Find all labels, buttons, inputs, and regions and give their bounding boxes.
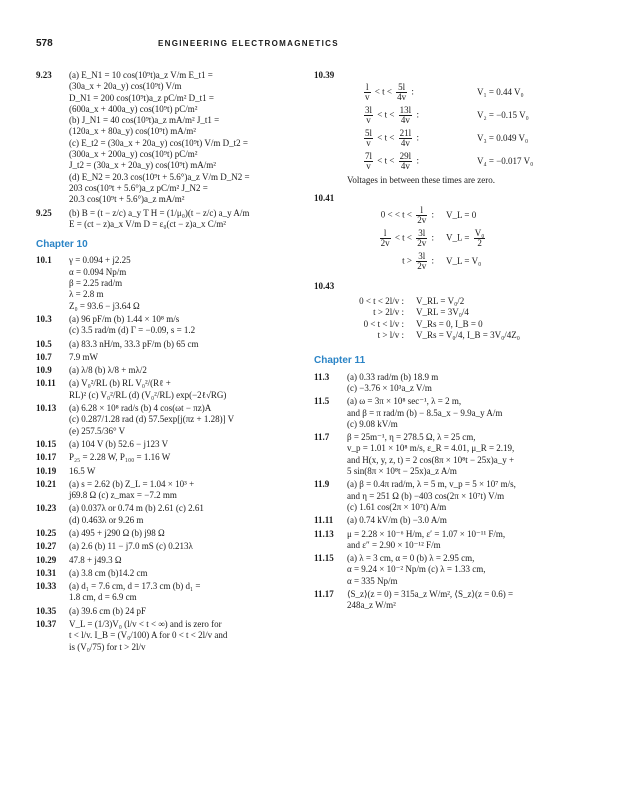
answer-line: v_p = 1.01 × 10⁸ m/s, ε_R = 4.01, μ_R = 2.19, <box>347 443 515 454</box>
answer-text <box>69 479 311 502</box>
answer-entry <box>36 208 311 231</box>
answer-line: (a) 3.8 cm (b)14.2 cm <box>69 567 148 578</box>
answer-entry <box>36 439 311 450</box>
answer-text <box>69 555 311 566</box>
answer-line: (a) ω = 3π × 10⁸ sec⁻¹, λ = 2 m, <box>347 396 462 407</box>
answer-line: (a) 96 pF/m (b) 1.44 × 10⁸ m/s <box>69 313 180 324</box>
problem-number: 10.35 <box>36 605 57 616</box>
answer-line: (d) E_N2 = 20.3 cos(10⁹t + 5.6°)a_z V/m D_N2 = <box>69 171 250 182</box>
problem-number: 10.29 <box>36 554 57 565</box>
answer-line: and β = π rad/m (b) − 8.5a_x − 9.9a_y A/m <box>347 407 503 418</box>
problem-number: 9.23 <box>36 70 52 80</box>
time-interval: $\frac{5l}{v}$ < t < $\frac{21l}{4v}$ : <box>365 128 419 149</box>
answer-text <box>69 403 311 437</box>
answer-note: Voltages in between these times are zero. <box>347 175 496 186</box>
answer-line: and η = 251 Ω (b) −403 cos(2π × 10⁷t) V/m <box>347 490 505 501</box>
answer-line: α = 9.24 × 10⁻² Np/m (c) λ = 1.33 cm, <box>347 564 486 575</box>
answer-entry <box>314 193 597 204</box>
voltage-result: V_Rs = 0, I_B = 0 <box>416 318 483 329</box>
timing-row <box>314 127 597 150</box>
answer-line: (a) 0.74 kV/m (b) −3.0 A/m <box>347 515 447 526</box>
fraction: $\frac{\text{V₀}}{2}$ <box>474 227 485 248</box>
timing-row <box>314 150 597 173</box>
problem-number: 10.1 <box>36 255 52 266</box>
problem-number: 10.37 <box>36 619 57 630</box>
answer-line: γ = 0.094 + j2.25 <box>69 255 131 266</box>
answer-line: j69.8 Ω (c) z_max = −7.2 mm <box>69 490 177 501</box>
time-interval: t > l/v : <box>377 330 404 341</box>
answer-entry <box>314 589 597 612</box>
answer-line: E = (ct − z)a_x V/m D = ε₀(ct − z)a_x C/m² <box>69 218 226 229</box>
problem-number: 11.17 <box>314 589 334 600</box>
answer-line: (a) V₀²/RL (b) RL V₀²/(Rℓ + <box>69 378 171 389</box>
answer-entry <box>36 479 311 502</box>
answer-line: α = 335 Np/m <box>347 575 398 586</box>
time-interval: 0 < t < 2l/v : <box>359 296 404 307</box>
answer-line: (a) E_N1 = 10 cos(10⁹t)a_z V/m E_t1 = <box>69 70 213 80</box>
time-interval: t > $\frac{3l}{2v}$ : <box>402 250 434 271</box>
answer-10-43-timing <box>314 296 597 341</box>
problem-number: 11.13 <box>314 528 334 539</box>
answer-10-41-timing <box>314 204 597 273</box>
fraction: $\frac{5l}{v}$ <box>365 128 373 149</box>
problem-number: 10.13 <box>36 403 57 414</box>
answer-line: is (V₀/75) for t > 2l/v <box>69 641 146 652</box>
answer-text <box>347 372 597 395</box>
problem-number: 11.3 <box>314 371 330 382</box>
answer-line: 248a_z W/m² <box>347 600 396 611</box>
answer-line: (120a_x + 80a_y) cos(10⁹t) mA/m² <box>69 126 196 137</box>
chapter-9-answers <box>36 70 311 230</box>
answer-line: 5 sin(8π × 10⁸t − 25x)a_z A/m <box>347 466 457 477</box>
answer-line: (a) 0.037λ or 0.74 m (b) 2.61 (c) 2.61 <box>69 503 204 514</box>
answer-line: (a) β = 0.4π rad/m, λ = 5 m, v_p = 5 × 10⁷ m/s, <box>347 479 516 490</box>
answer-entry <box>36 352 311 363</box>
problem-number: 10.25 <box>36 527 57 538</box>
chapter-11-answers <box>314 372 597 612</box>
problem-number: 10.5 <box>36 338 52 349</box>
fraction: $\frac{29l}{4v}$ <box>399 151 412 172</box>
problem-number: 10.39 <box>314 70 335 80</box>
time-interval: $\frac{7l}{v}$ < t < $\frac{29l}{4v}$ : <box>365 151 419 172</box>
answer-line: and ε″ = 2.90 × 10⁻¹² F/m <box>347 539 441 550</box>
answer-text <box>69 541 311 552</box>
answer-line: (a) s = 2.62 (b) Z_L = 1.04 × 10³ + <box>69 478 195 489</box>
answer-line: t < l/v. I_B = (V₀/100) A for 0 < t < 2l/v and <box>69 630 228 641</box>
timing-row <box>314 204 597 227</box>
answer-entry <box>36 255 311 311</box>
fraction: $\frac{3l}{v}$ <box>365 105 373 126</box>
time-interval: $\frac{l}{2v}$ < t < $\frac{3l}{2v}$ : <box>380 227 434 248</box>
answer-line: (b) B = (t − z/c) a_y T H = (1/μ₀)(t − z/c) a_y A/m <box>69 207 250 218</box>
problem-number: 11.15 <box>314 553 334 564</box>
answer-line: (a) 2.6 (b) 11 − j7.0 mS (c) 0.213λ <box>69 541 193 552</box>
answer-line: (d) 0.463λ or 9.26 m <box>69 514 144 525</box>
time-interval: t > 2l/v : <box>373 307 404 318</box>
answer-text <box>69 365 311 376</box>
fraction: $\frac{21l}{4v}$ <box>399 128 412 149</box>
timing-row <box>314 250 597 273</box>
answer-text <box>69 452 311 463</box>
voltage-result: V_RL = V₀/2 <box>416 296 465 307</box>
answer-line: (a) d₁ = 7.6 cm, d = 17.3 cm (b) d₁ = <box>69 581 201 592</box>
problem-number: 11.9 <box>314 479 330 490</box>
problem-number: 10.19 <box>36 465 57 476</box>
answer-entry <box>36 581 311 604</box>
answer-line: 203 cos(10⁹t + 5.6°)a_z pC/m² J_N2 = <box>69 182 208 193</box>
answer-text <box>347 515 597 526</box>
answer-10-39-timing <box>314 81 597 173</box>
problem-number: 11.5 <box>314 396 330 407</box>
fraction: $\frac{l}{v}$ <box>365 82 370 103</box>
problem-number: 10.9 <box>36 365 52 376</box>
answer-entry <box>36 365 311 376</box>
answer-entry <box>36 606 311 617</box>
problem-number: 10.15 <box>36 438 57 449</box>
answer-entry <box>36 314 311 337</box>
answer-line: (e) 257.5/36° V <box>69 425 126 436</box>
fraction: $\frac{3l}{2v}$ <box>417 227 427 248</box>
answer-text <box>69 606 311 617</box>
answer-line: RL)² (c) V₀²/RL (d) (V₀²/RL) exp(−2ℓ√RG) <box>69 389 227 400</box>
answer-line: V_L = (1/3)V₀ (l/v < t < ∞) and is zero for <box>69 619 222 630</box>
problem-number: 10.7 <box>36 351 52 362</box>
chapter-11-heading: Chapter 11 <box>314 355 366 367</box>
voltage-result: V₄ = −0.017 V₀ <box>477 156 534 167</box>
problem-number: 10.31 <box>36 567 57 578</box>
timing-row <box>314 227 597 250</box>
fraction: $\frac{3l}{2v}$ <box>417 250 427 271</box>
answer-line: 20.3 cos(10⁹t + 5.6°)a_z mA/m² <box>69 194 185 205</box>
answer-text <box>69 378 311 401</box>
answer-text <box>347 529 597 552</box>
answer-line: (c) −3.76 × 10³a_z V/m <box>347 382 432 393</box>
left-column <box>36 70 311 655</box>
timing-row <box>314 319 597 330</box>
answer-entry <box>36 568 311 579</box>
fraction: $\frac{l}{2v}$ <box>417 204 427 225</box>
timing-row <box>314 330 597 341</box>
fraction: $\frac{7l}{v}$ <box>365 151 373 172</box>
answer-entry <box>314 281 597 292</box>
time-interval: $\frac{3l}{v}$ < t < $\frac{13l}{4v}$ : <box>365 105 419 126</box>
right-column <box>314 70 597 614</box>
chapter-10-answers <box>36 255 311 653</box>
fraction: $\frac{l}{2v}$ <box>380 227 390 248</box>
answer-line: J_t2 = (30a_x + 20a_y) cos(10⁹t) mA/m² <box>69 160 216 171</box>
problem-number: 10.33 <box>36 581 57 592</box>
problem-number: 9.25 <box>36 207 52 218</box>
answer-line: (c) 0.287/1.28 rad (d) 57.5exp[j(πz + 1.28)] V <box>69 414 235 425</box>
time-interval: 0 < < t < $\frac{l}{2v}$ : <box>380 204 434 225</box>
answer-line: P₂₅ = 2.28 W, P₁₀₀ = 1.16 W <box>69 452 171 463</box>
answer-entry <box>314 396 597 430</box>
voltage-result: V₁ = 0.44 V₀ <box>477 87 524 98</box>
answer-line: 7.9 mW <box>69 351 98 362</box>
time-interval: 0 < t < l/v : <box>363 318 404 329</box>
timing-row <box>314 307 597 318</box>
answer-entry <box>314 70 597 81</box>
problem-number: 10.3 <box>36 313 52 324</box>
problem-number: 11.7 <box>314 432 330 443</box>
answer-entry <box>36 555 311 566</box>
problem-number: 10.11 <box>36 378 56 389</box>
answer-line: λ = 2.8 m <box>69 289 104 300</box>
answer-text <box>347 396 597 430</box>
voltage-result: V_RL = 3V₀/4 <box>416 307 469 318</box>
answer-text <box>69 466 311 477</box>
answer-entry <box>314 372 597 395</box>
answer-text <box>69 339 311 350</box>
answer-line: (a) 6.28 × 10⁸ rad/s (b) 4 cos(ωt − πz)A <box>69 403 212 414</box>
problem-number: 10.21 <box>36 478 57 489</box>
answer-line: (600a_x + 400a_y) cos(10⁹t) pC/m² <box>69 103 198 114</box>
answer-entry <box>314 553 597 587</box>
problem-number: 10.27 <box>36 541 57 552</box>
answer-entry <box>36 339 311 350</box>
voltage-result: V₃ = 0.049 V₀ <box>477 133 529 144</box>
answer-text <box>347 479 597 513</box>
answer-entry <box>36 619 311 653</box>
running-title: ENGINEERING ELECTROMAGNETICS <box>158 39 339 48</box>
timing-row <box>314 104 597 127</box>
answer-entry <box>36 528 311 539</box>
answer-line: and H(x, y, z, t) = 2 cos(8π × 10⁸t − 25x)a_y + <box>347 454 515 465</box>
answer-text <box>69 581 311 604</box>
fraction: $\frac{5l}{4v}$ <box>397 82 407 103</box>
answer-line: 16.5 W <box>69 465 96 476</box>
answer-line: (c) 9.08 kV/m <box>347 418 398 429</box>
problem-number: 10.41 <box>314 192 335 203</box>
problem-number: 10.43 <box>314 280 335 291</box>
answer-entry <box>314 432 597 477</box>
answer-text <box>347 589 597 612</box>
answer-line: (300a_x + 200a_y) cos(10⁹t) pC/m² <box>69 149 198 160</box>
answer-line: (a) 104 V (b) 52.6 − j123 V <box>69 438 169 449</box>
answer-text <box>69 255 311 311</box>
answer-entry <box>36 503 311 526</box>
answer-entry <box>36 378 311 401</box>
answer-line: (c) 3.5 rad/m (d) Γ = −0.09, s = 1.2 <box>69 325 196 336</box>
problem-number: 10.17 <box>36 452 57 463</box>
time-interval: $\frac{l}{v}$ < t < $\frac{5l}{4v}$ : <box>365 82 414 103</box>
answer-text <box>347 553 597 587</box>
voltage-result: V₂ = −0.15 V₀ <box>477 110 529 121</box>
chapter-10-heading: Chapter 10 <box>36 239 88 251</box>
answer-line: (a) 83.3 nH/m, 33.3 pF/m (b) 65 cm <box>69 338 199 349</box>
answer-line: (a) 0.33 rad/m (b) 18.9 m <box>347 371 439 382</box>
answer-text <box>347 432 597 477</box>
answer-entry <box>36 452 311 463</box>
answer-line: (a) λ = 3 cm, α = 0 (b) λ = 2.95 cm, <box>347 553 475 564</box>
answer-line: (a) 39.6 cm (b) 24 pF <box>69 605 146 616</box>
answer-line: μ = 2.28 × 10⁻⁶ H/m, ε′ = 1.07 × 10⁻¹¹ F/m, <box>347 528 506 539</box>
answer-line: Z₀ = 93.6 − j3.64 Ω <box>69 300 140 311</box>
answer-line: (a) λ/8 (b) λ/8 + mλ/2 <box>69 365 147 376</box>
answer-text <box>69 528 311 539</box>
answer-line: 1.8 cm, d = 6.9 cm <box>69 592 137 603</box>
answer-line: (c) 1.61 cos(2π × 10⁷t) A/m <box>347 501 447 512</box>
answer-line: α = 0.094 Np/m <box>69 266 127 277</box>
answer-line: β = 2.25 rad/m <box>69 278 123 289</box>
voltage-result: V_Rs = V₀/4, I_B = 3V₀/4Z₀ <box>416 330 520 341</box>
answer-entry <box>36 466 311 477</box>
answer-entry <box>36 541 311 552</box>
answer-text <box>69 503 311 526</box>
answer-line: 47.8 + j49.3 Ω <box>69 554 122 565</box>
timing-row <box>314 296 597 307</box>
answer-line: β = 25m⁻¹, η = 278.5 Ω, λ = 25 cm, <box>347 432 476 443</box>
timing-row <box>314 81 597 104</box>
answer-entry <box>314 479 597 513</box>
answer-text <box>69 619 311 653</box>
page-header <box>36 38 596 52</box>
voltage-result: V_L = 0 <box>446 209 477 220</box>
page-number: 578 <box>36 38 53 49</box>
answer-line: (c) E_t2 = (30a_x + 20a_y) cos(10⁹t) V/m D_t2 = <box>69 137 248 148</box>
answer-text <box>69 568 311 579</box>
answer-line: ⟨S_z⟩(z = 0) = 315a_z W/m², ⟨S_z⟩(z = 0.6) = <box>347 589 514 600</box>
answer-text <box>69 439 311 450</box>
problem-number: 11.11 <box>314 515 334 526</box>
answer-text <box>69 70 311 206</box>
answer-line: (a) 495 + j290 Ω (b) j98 Ω <box>69 527 165 538</box>
answer-line: (b) J_N1 = 40 cos(10⁹t)a_z mA/m² J_t1 = <box>69 115 220 126</box>
voltage-result: V_L = $\frac{\text{V₀}}{2}$ <box>446 227 485 248</box>
answer-entry <box>36 403 311 437</box>
problem-number: 10.23 <box>36 503 57 514</box>
answer-line: D_N1 = 200 cos(10⁹t)a_z pC/m² D_t1 = <box>69 92 214 103</box>
answer-line: (30a_x + 20a_y) cos(10⁹t) V/m <box>69 81 182 92</box>
voltage-result: V_L = V₀ <box>446 255 482 266</box>
answer-text <box>69 208 311 231</box>
answer-text <box>69 352 311 363</box>
answer-text <box>69 314 311 337</box>
answer-entry <box>36 70 311 206</box>
fraction: $\frac{13l}{4v}$ <box>399 105 412 126</box>
answer-entry <box>314 515 597 526</box>
answer-entry <box>314 529 597 552</box>
